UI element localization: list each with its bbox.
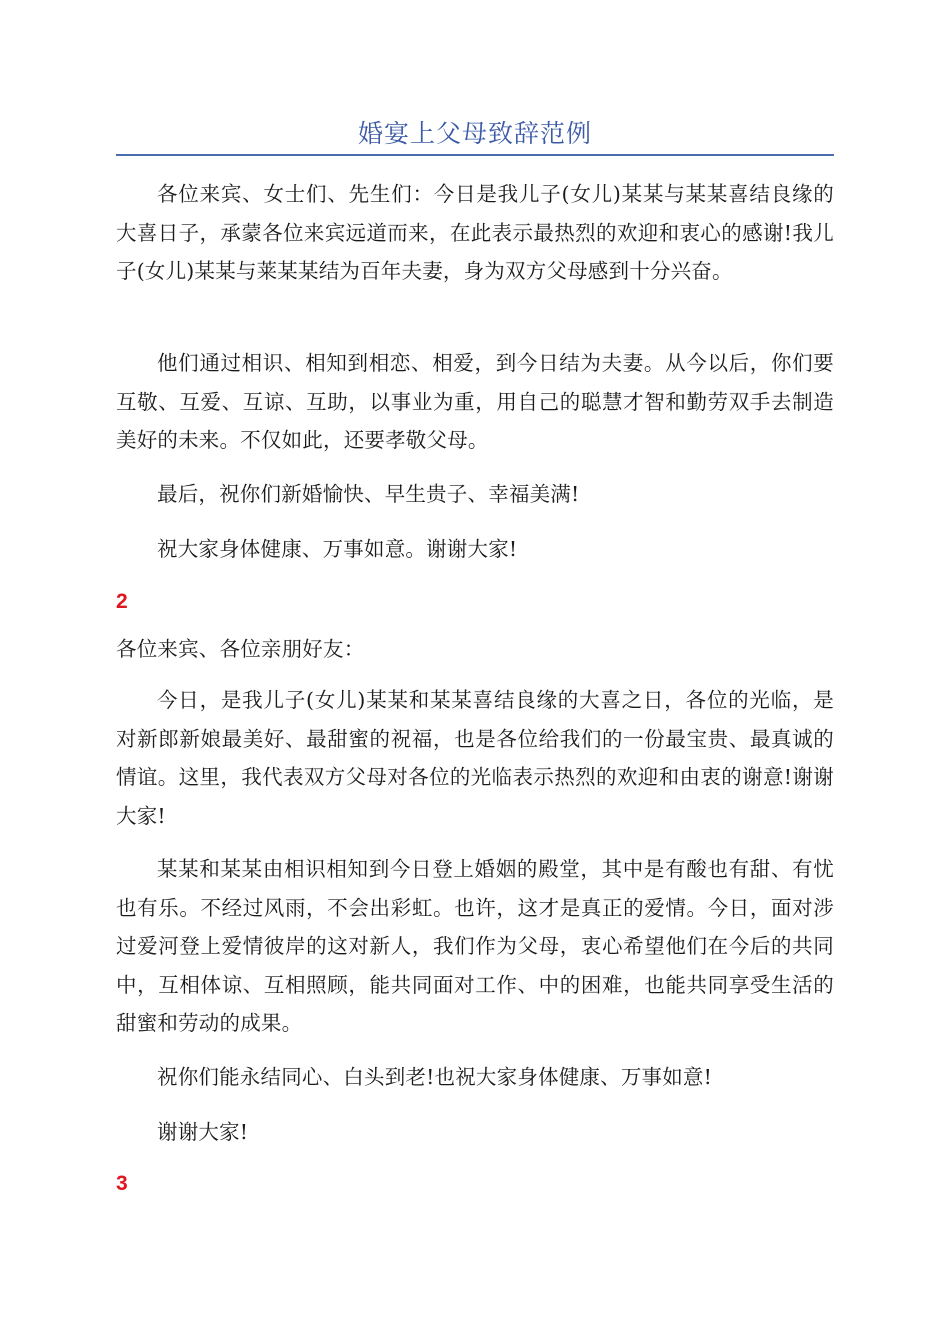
section2-greeting: 各位来宾、各位亲朋好友： [116, 637, 365, 661]
section-number-3: 3 [116, 1172, 128, 1195]
document-title: 婚宴上父母致辞范例 [357, 119, 592, 148]
section1-paragraph-4: 祝大家身体健康、万事如意。谢谢大家! [157, 537, 518, 561]
section2-paragraph-4: 谢谢大家! [157, 1120, 249, 1144]
section-number-2: 2 [116, 590, 128, 613]
section2-paragraph-1: 今日，是我儿子(女儿)某某和某某喜结良缘的大喜之日，各位的光临，是对新郎新娘最美好、最甜蜜的祝福，也是各位给我们的一份最宝贵、最真诚的情谊。这里，我代表双方父母对各位的光临表示热烈的欢迎和由衷的谢意!谢谢大家! [116, 688, 834, 828]
section1-paragraph-2: 他们通过相识、相知到相恋、相爱，到今日结为夫妻。从今以后，你们要互敬、互爱、互谅、互助，以事业为重，用自己的聪慧才智和勤劳双手去制造美好的未来。不仅如此，还要孝敬父母。 [116, 351, 834, 452]
section1-paragraph-1: 各位来宾、女士们、先生们：今日是我儿子(女儿)某某与某某喜结良缘的大喜日子，承蒙各位来宾远道而来，在此表示最热烈的欢迎和衷心的感谢!我儿子(女儿)某某与莱某某结为百年夫妻，身为双方父母感到十分兴奋。 [116, 182, 834, 283]
section1-paragraph-3: 最后，祝你们新婚愉快、早生贵子、幸福美满! [157, 482, 580, 506]
title-underline [116, 154, 834, 156]
section2-paragraph-3: 祝你们能永结同心、白头到老!也祝大家身体健康、万事如意! [157, 1065, 713, 1089]
section2-paragraph-2: 某某和某某由相识相知到今日登上婚姻的殿堂，其中是有酸也有甜、有忧也有乐。不经过风雨，不会出彩虹。也许，这才是真正的爱情。今日，面对涉过爱河登上爱情彼岸的这对新人，我们作为父母，衷心希望他们在今后的共同中，互相体谅、互相照顾，能共同面对工作、中的困难，也能共同享受生活的甜蜜和劳动的成果。 [116, 857, 834, 1035]
